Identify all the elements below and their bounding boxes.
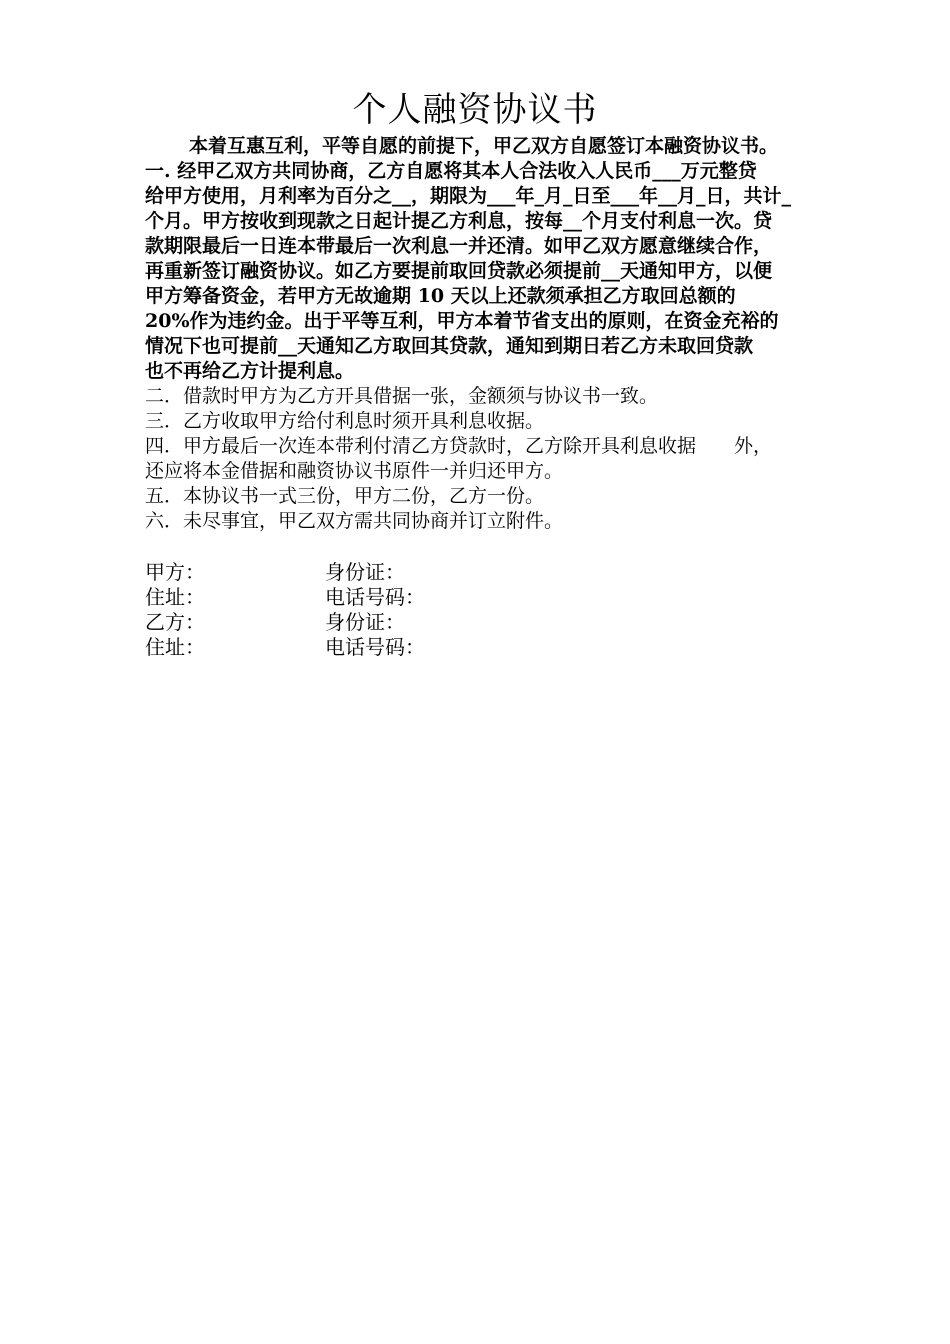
signature-row xyxy=(145,610,745,635)
clause-4-line-1: 四．甲方最后一次连本带利付清乙方贷款时，乙方除开具利息收据 外， xyxy=(145,435,773,457)
clause-1-line-7: 20%作为违约金。出于平等互利，甲方本着节省支出的原则，在资金充裕的 xyxy=(145,310,779,332)
party-a-phone-label: 电话号码： xyxy=(325,585,425,609)
clause-5: 五．本协议书一式三份，甲方二份，乙方一份。 xyxy=(145,485,545,507)
signature-row xyxy=(145,585,745,610)
clause-1-line-6: 甲方筹备资金，若甲方无故逾期 10 天以上还款须承担乙方取回总额的 xyxy=(145,285,736,307)
clause-1-line-3: 个月。甲方按收到现款之日起计提乙方利息，按每__个月支付利息一次。贷 xyxy=(145,210,773,232)
clause-1-line-4: 款期限最后一日连本带最后一次利息一并还清。如甲乙双方愿意继续合作， xyxy=(145,235,773,257)
clause-1-line-1: 一. 经甲乙双方共同协商，乙方自愿将其本人合法收入人民币___万元整贷 xyxy=(145,160,757,182)
clause-1-line-9: 也不再给乙方计提利息。 xyxy=(145,360,355,382)
party-b-address-label: 住址： xyxy=(145,635,205,659)
document-title: 个人融资协议书 xyxy=(352,90,598,130)
party-a-address-label: 住址： xyxy=(145,585,205,609)
preamble-line: 本着互惠互利，平等自愿的前提下，甲乙双方自愿签订本融资协议书。 xyxy=(189,135,779,157)
signature-row xyxy=(145,560,745,585)
party-b-phone-label: 电话号码： xyxy=(325,635,425,659)
clause-4-line-2: 还应将本金借据和融资协议书原件一并归还甲方。 xyxy=(145,460,564,482)
clause-1-line-5: 再重新签订融资协议。如乙方要提前取回贷款必须提前__天通知甲方，以便 xyxy=(145,260,773,282)
party-a-id-label: 身份证： xyxy=(325,560,405,584)
clause-1-line-8: 情况下也可提前__天通知乙方取回其贷款，通知到期日若乙方未取回贷款 xyxy=(145,335,754,357)
agreement-body xyxy=(145,134,815,534)
party-b-label: 乙方： xyxy=(145,610,205,634)
clause-6: 六．未尽事宜，甲乙双方需共同协商并订立附件。 xyxy=(145,510,564,532)
clause-1-line-2: 给甲方使用，月利率为百分之__，期限为___年_月_日至___年__月_日，共计_ xyxy=(145,185,792,207)
party-a-label: 甲方： xyxy=(145,560,205,584)
party-b-id-label: 身份证： xyxy=(325,610,405,634)
clause-3: 三．乙方收取甲方给付利息时须开具利息收据。 xyxy=(145,410,545,432)
signature-block xyxy=(145,560,745,660)
clause-2: 二．借款时甲方为乙方开具借据一张，金额须与协议书一致。 xyxy=(145,385,659,407)
signature-row xyxy=(145,635,745,660)
